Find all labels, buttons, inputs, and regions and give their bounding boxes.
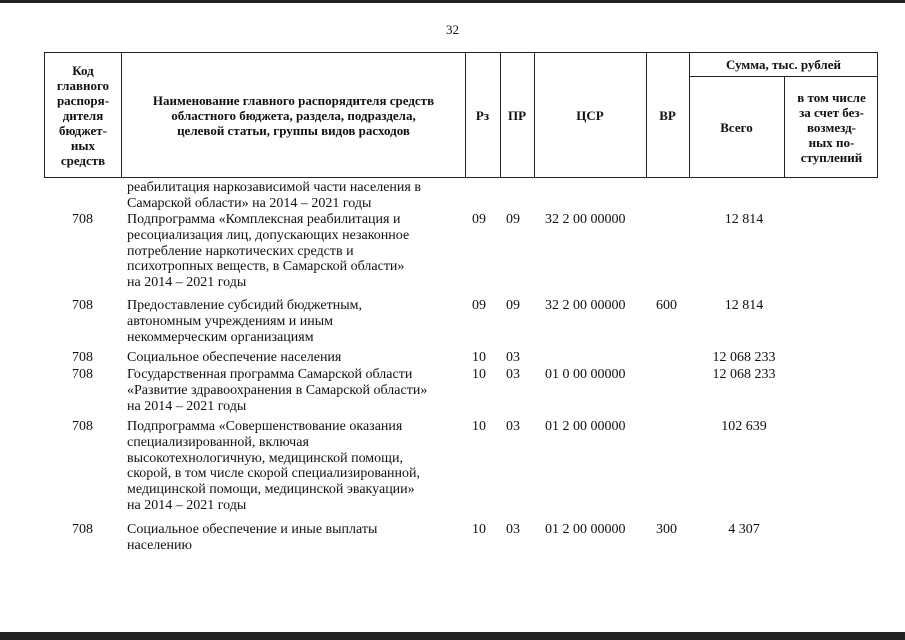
cell-pr: 09 [506,212,520,227]
cell-rz: 09 [472,298,486,313]
header-total: Всего [720,119,753,135]
cell-name: Подпрограмма «Комплексная реабилитация и ресоциализация лиц, допускающих незаконное потребление наркотических средств и психотропных веществ, в Самарской области» на 2014 – 2021 годы [127,212,410,291]
cell-total: 12 068 233 [712,350,776,365]
header-pr: ПР [507,107,527,123]
cell-name: реабилитация наркозависимой части населения в Самарской области» на 2014 – 2021 годы [127,180,421,211]
cell-csr: 01 0 00 00000 [545,367,626,382]
bottom-border [0,632,905,640]
cell-vr: 300 [656,522,677,537]
cell-code: 708 [72,419,93,434]
cell-rz: 09 [472,212,486,227]
cell-pr: 03 [506,419,520,434]
page-number: 32 [446,22,459,37]
header-rz: Рз [475,107,490,123]
header-vr: ВР [659,107,676,123]
cell-code: 708 [72,367,93,382]
cell-code: 708 [72,212,93,227]
cell-total: 102 639 [721,419,767,434]
header-sum: Сумма, тыс. рублей [726,57,841,72]
cell-name: Предоставление субсидий бюджетным, автономным учреждениям и иным некоммерческим организациям [127,298,363,345]
cell-name: Подпрограмма «Совершенствование оказания специализированной, включая высокотехнологичную, медицинской помощи, скорой, в том числе скорой специализированной, медицинской помощи, медицинской эвакуации» на 2014 – 2021 годы [127,419,421,513]
cell-pr: 03 [506,522,520,537]
cell-csr: 01 2 00 00000 [545,522,626,537]
cell-code: 708 [72,350,93,365]
cell-rz: 10 [472,367,486,382]
cell-total: 12 814 [724,212,764,227]
cell-vr: 600 [656,298,677,313]
cell-code: 708 [72,522,93,537]
cell-name: Государственная программа Самарской области «Развитие здравоохранения в Самарской области» на 2014 – 2021 годы [127,367,428,414]
header-csr: ЦСР [576,107,604,123]
cell-name: Социальное обеспечение и иные выплаты населению [127,522,378,553]
cell-total: 12 814 [724,298,764,313]
cell-csr: 32 2 00 00000 [545,212,626,227]
cell-total: 4 307 [728,522,760,537]
header-incl: в том числе за счет без- возмезд- ных по- ступлений [797,89,866,165]
header-name: Наименование главного распорядителя средств областного бюджета, раздела, подраздела, целевой статьи, группы видов расходов [152,92,435,138]
table-header [44,52,878,178]
cell-pr: 03 [506,350,520,365]
header-code: Код главного распоря- дителя бюджет- ных средств [56,62,110,168]
cell-csr: 32 2 00 00000 [545,298,626,313]
cell-total: 12 068 233 [712,367,776,382]
cell-csr: 01 2 00 00000 [545,419,626,434]
cell-pr: 09 [506,298,520,313]
top-border [0,0,905,3]
cell-rz: 10 [472,419,486,434]
cell-rz: 10 [472,522,486,537]
cell-code: 708 [72,298,93,313]
cell-rz: 10 [472,350,486,365]
cell-name: Социальное обеспечение населения [127,350,342,365]
cell-pr: 03 [506,367,520,382]
